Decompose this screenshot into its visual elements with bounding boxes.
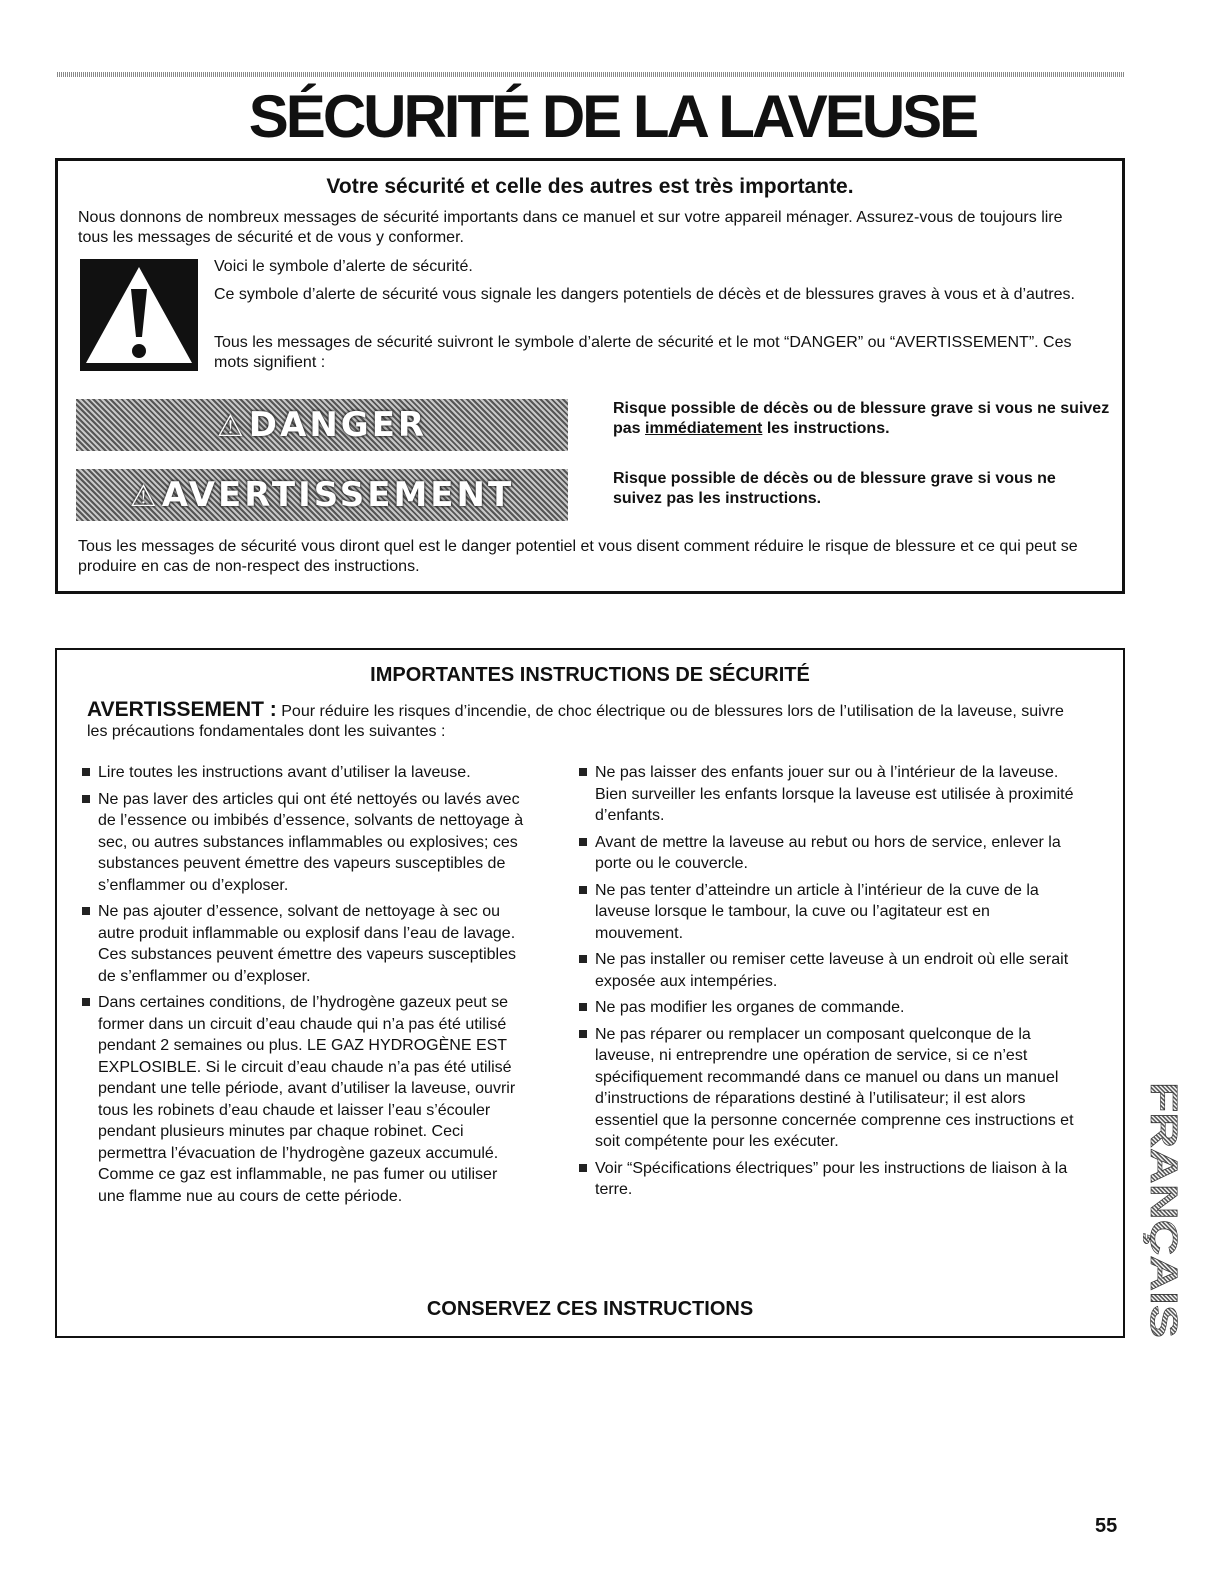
list-item: Lire toutes les instructions avant d’utiliser la laveuse. bbox=[82, 762, 527, 784]
danger-description: Risque possible de décès ou de blessure grave si vous ne suivez pas immédiatement les instructions. bbox=[613, 400, 1110, 437]
danger-signal-word: ⚠DANGER bbox=[216, 405, 428, 445]
warning-text: Pour réduire les risques d’incendie, de choc électrique ou de blessures lors de l’utilisation de la laveuse, suivre les précautions fondamentales dont les suivantes : bbox=[87, 703, 1064, 740]
list-item: Ne pas tenter d’atteindre un article à l’intérieur de la cuve de la laveuse lorsque le tambour, la cuve ou l’agitateur est en mouvement. bbox=[579, 880, 1079, 945]
top-rule bbox=[57, 72, 1125, 77]
list-item: Ne pas modifier les organes de commande. bbox=[579, 997, 1079, 1019]
list-item: Voir “Spécifications électriques” pour les instructions de liaison à la terre. bbox=[579, 1158, 1079, 1201]
safety-intro-paragraph: Nous donnons de nombreux messages de sécurité importants dans ce manuel et sur votre appareil ménager. Assurez-vous de toujours lire tous les messages de sécurité et de vous y conformer. bbox=[78, 209, 1063, 246]
list-item: Ne pas laisser des enfants jouer sur ou à l’intérieur de la laveuse. Bien surveiller les enfants lorsque la laveuse est utilisée à proximité d’enfants. bbox=[579, 762, 1079, 827]
list-item: Dans certaines conditions, de l’hydrogène gazeux peut se former dans un circuit d’eau chaude qui n’a pas été utilisé pendant 2 semaines ou plus. LE GAZ HYDROGÈNE EST EXPLOSIBLE. Si le circuit d’eau chaude n’a pas été utilisé pendant une telle période, avant d’utiliser la laveuse, ouvrir tous les robinets d’eau chaude et laisser l’eau s’écouler pendant plusieurs minutes par chaque robinet. Ceci permettra l’évacuation de l’hydrogène gazeux accumulé. Comme ce gaz est inflammable, ne pas fumer ou utiliser une flamme nue au cours de cette période. bbox=[82, 992, 527, 1207]
safety-intro-box bbox=[55, 158, 1125, 594]
side-tab-text: FRANÇAIS bbox=[1143, 1082, 1184, 1279]
symbol-text-1: Voici le symbole d’alerte de sécurité. bbox=[214, 258, 473, 275]
bullet-icon bbox=[579, 1030, 587, 1038]
warning-triangle-icon: ⚠ bbox=[129, 479, 160, 514]
warning-triangle-icon: ⚠ bbox=[216, 409, 247, 444]
instructions-heading: IMPORTANTES INSTRUCTIONS DE SÉCURITÉ bbox=[370, 664, 810, 686]
language-side-tab bbox=[1143, 1080, 1185, 1340]
bullet-icon bbox=[579, 838, 587, 846]
bullet-icon bbox=[82, 998, 90, 1006]
instructions-right-column bbox=[579, 762, 1079, 1206]
important-instructions-box bbox=[55, 648, 1125, 1338]
bullet-icon bbox=[82, 795, 90, 803]
symbol-text-3: Tous les messages de sécurité suivront le symbole d’alerte de sécurité et le mot “DANGER” ou “AVERTISSEMENT”. Ces mots signifient : bbox=[214, 334, 1072, 371]
list-item: Ne pas ajouter d’essence, solvant de nettoyage à sec ou autre produit inflammable ou explosif dans l’eau de lavage. Ces substances peuvent émettre des vapeurs susceptibles de s’enflammer ou d’exploser. bbox=[82, 901, 527, 987]
warning-signal-bar bbox=[76, 469, 568, 521]
bullet-icon bbox=[82, 768, 90, 776]
bullet-icon bbox=[579, 1164, 587, 1172]
page-title: SÉCURITÉ DE LA LAVEUSE bbox=[248, 83, 977, 150]
conserve-instructions-heading: CONSERVEZ CES INSTRUCTIONS bbox=[426, 1298, 754, 1320]
list-item: Ne pas installer ou remiser cette laveuse à un endroit où elle serait exposée aux intempéries. bbox=[579, 949, 1079, 992]
safety-closing-paragraph: Tous les messages de sécurité vous diront quel est le danger potentiel et vous disent comment réduire le risque de blessure et ce qui peut se produire en cas de non-respect des instructions. bbox=[78, 538, 1078, 575]
symbol-text-2: Ce symbole d’alerte de sécurité vous signale les dangers potentiels de décès et de blessures graves à vous et à d’autres. bbox=[214, 286, 1075, 303]
warning-description: Risque possible de décès ou de blessure grave si vous ne suivez pas les instructions. bbox=[613, 470, 1056, 507]
list-item: Ne pas réparer ou remplacer un composant quelconque de la laveuse, ni entreprendre une opération de service, si ce n’est spécifiquement recommandé dans ce manuel ou dans un manuel d’instructions de réparations destiné à l’utilisateur; il est alors essentiel que la personne concernée comprenne ces instructions et soit compétente pour les exécuter. bbox=[579, 1024, 1079, 1153]
list-item: Ne pas laver des articles qui ont été nettoyés ou lavés avec de l’essence ou imbibés d’essence, solvants de nettoyage à sec, ou autres substances inflammables ou explosives; ces substances peuvent émettre des vapeurs susceptibles de s’enflammer ou d’exploser. bbox=[82, 789, 527, 897]
safety-alert-icon bbox=[80, 259, 198, 371]
page-number: 55 bbox=[1095, 1515, 1118, 1537]
safety-intro-heading: Votre sécurité et celle des autres est très importante. bbox=[326, 175, 854, 198]
instructions-left-column bbox=[82, 762, 527, 1212]
bullet-icon bbox=[579, 1003, 587, 1011]
bullet-icon bbox=[579, 955, 587, 963]
bullet-icon bbox=[579, 768, 587, 776]
danger-signal-bar bbox=[76, 399, 568, 451]
bullet-icon bbox=[82, 907, 90, 915]
instructions-warning bbox=[87, 700, 1077, 742]
bullet-icon bbox=[579, 886, 587, 894]
list-item: Avant de mettre la laveuse au rebut ou hors de service, enlever la porte ou le couvercle. bbox=[579, 832, 1079, 875]
warning-signal-word: ⚠AVERTISSEMENT bbox=[129, 475, 515, 515]
warning-label: AVERTISSEMENT : bbox=[87, 698, 277, 721]
